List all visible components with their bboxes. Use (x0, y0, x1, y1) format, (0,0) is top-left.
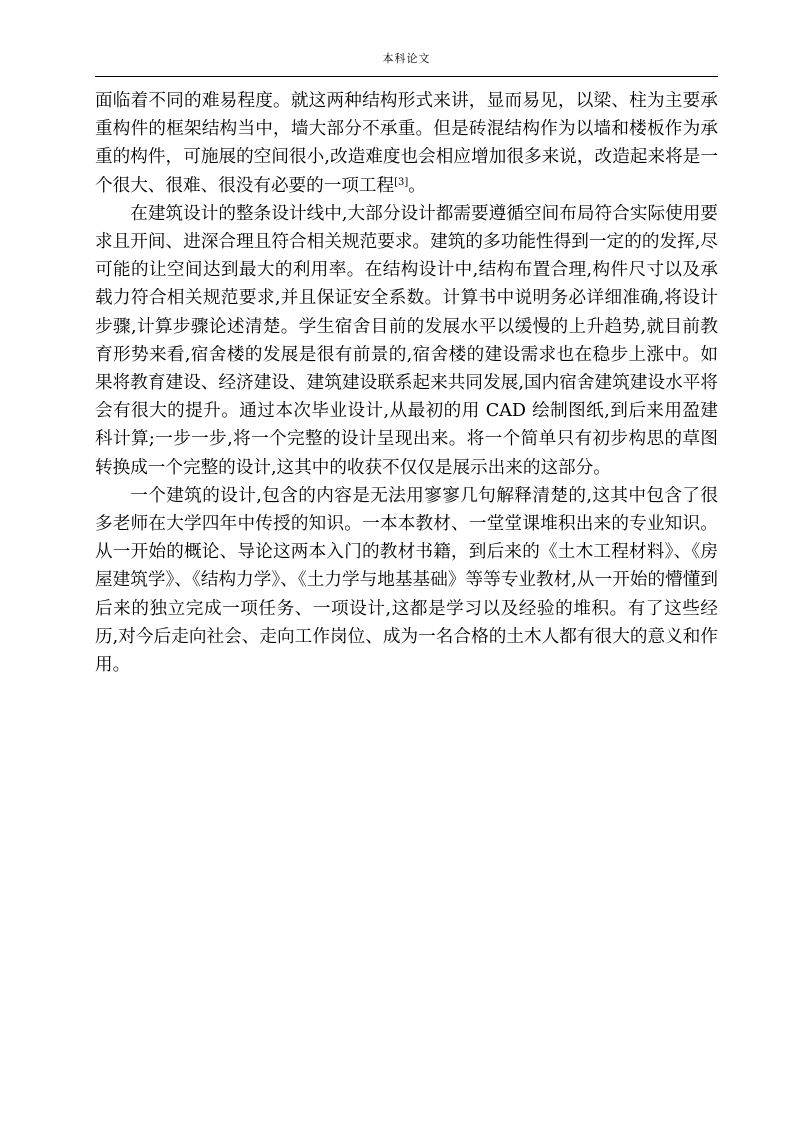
paragraph (95, 200, 718, 482)
paragraph (95, 87, 718, 200)
document-body (95, 87, 718, 679)
paragraph-text: 一个建筑的设计,包含的内容是无法用寥寥几句解释清楚的,这其中包含了很多老师在大学四年中传授的知识。一本本教材、一堂堂课堆积出来的专业知识。从一开始的概论、导论这两本入门的教材书籍，到后来的《土木工程材料》、《房屋建筑学》、《结构力学》、《土力学与地基基础》等等专业教材,从一开始的懵懂到后来的独立完成一项任务、一项设计,这都是学习以及经验的堆积。有了这些经历,对今后走向社会、走向工作岗位、成为一名合格的土木人都有很大的意义和作用。 (95, 485, 718, 676)
paragraph (95, 482, 718, 679)
page-header (95, 52, 718, 77)
paragraph-tail: 。 (408, 175, 426, 196)
paragraph-text: 面临着不同的难易程度。就这两种结构形式来讲，显而易见，以梁、柱为主要承重构件的框架结构当中，墙大部分不承重。但是砖混结构作为以墙和楼板作为承重的构件，可施展的空间很小,改造难度也会相应增加很多来说，改造起来将是一个很大、很难、很没有必要的一项工程 (95, 91, 718, 196)
citation-ref: [3] (394, 176, 409, 188)
paragraph-text: 在建筑设计的整条设计线中,大部分设计都需要遵循空间布局符合实际使用要求且开间、进深合理且符合相关规范要求。建筑的多功能性得到一定的的发挥,尽可能的让空间达到最大的利用率。在结构设计中,结构布置合理,构件尺寸以及承载力符合相关规范要求,并且保证安全系数。计算书中说明务必详细准确,将设计步骤,计算步骤论述清楚。学生宿舍目前的发展水平以缓慢的上升趋势,就目前教育形势来看,宿舍楼的发展是很有前景的,宿舍楼的建设需求也在稳步上涨中。如果将教育建设、经济建设、建筑建设联系起来共同发展,国内宿舍建筑建设水平将会有很大的提升。通过本次毕业设计,从最初的用 CAD 绘制图纸,到后来用盈建科计算;一步一步,将一个完整的设计呈现出来。将一个简单只有初步构思的草图转换成一个完整的设计,这其中的收获不仅仅是展示出来的这部分。 (95, 203, 718, 478)
header-title: 本科论文 (382, 52, 431, 65)
